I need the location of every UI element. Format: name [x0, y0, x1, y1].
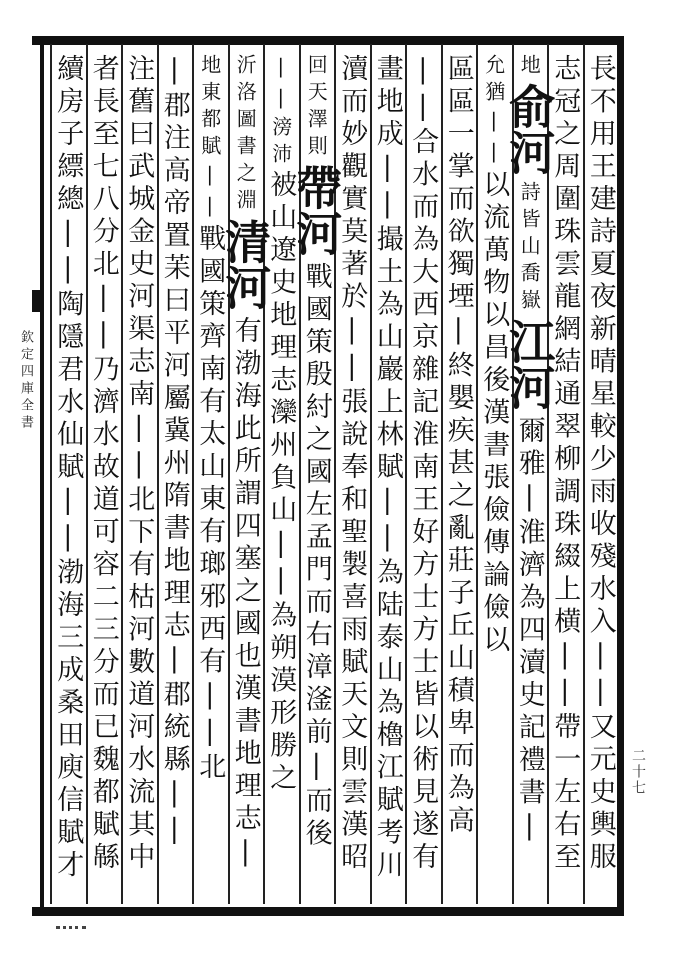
text-segment: 者長至七八分北||乃濟水故道可容二三分而已魏都賦緜: [87, 54, 119, 875]
text-column: [155, 54, 193, 850]
text-column: [191, 54, 229, 785]
text-segment: 戰國策殷紂之國左孟門而右漳滏前|而後: [300, 262, 332, 851]
text-segment: 注舊曰武城金史河渠志南||北下有枯河數道河水流其中: [123, 54, 155, 875]
text-segment: ||滂沛: [268, 54, 293, 170]
text-segment: 戰國策齊南有太山東有瑯邪西有||北: [194, 224, 226, 785]
text-segment: 詩皆山喬嶽: [517, 181, 542, 316]
entry-heading: 俞河: [502, 83, 557, 175]
text-column: [120, 54, 158, 875]
frame-left-rule: [40, 36, 44, 916]
entry-heading: 清河: [218, 218, 273, 310]
text-segment: 志冠之周圍珠雲龍網結通翠柳調珠綴上横||帶一左右至: [549, 54, 581, 875]
text-segment: 有渤海此所謂四塞之國也漢書地理志|: [229, 316, 261, 873]
text-column: [289, 54, 344, 851]
fold-marker: [32, 290, 42, 312]
bottom-tick: [56, 926, 86, 932]
text-column: [404, 54, 442, 875]
entry-heading: 帶河: [289, 164, 344, 256]
text-column: [475, 54, 513, 658]
text-segment: 區區一掌而欲獨堙|終嬰疾甚之亂莊子丘山積卑而為高: [442, 54, 474, 838]
text-segment: ||合水而為大西京雜記淮南王好方士方士皆以術見遂有: [407, 54, 439, 875]
text-segment: 瀆而妙觀實莫著於||張說奉和聖製喜雨賦天文則雲漢昭: [336, 54, 368, 875]
text-column: [502, 54, 557, 847]
text-column: [262, 54, 300, 796]
text-column: [49, 54, 87, 883]
text-column: [368, 54, 406, 883]
text-segment: 爾雅|淮濟為四瀆史記禮書|: [513, 416, 545, 847]
text-segment: 沂洛圖書之淵: [233, 54, 258, 216]
page-number: 二十七: [630, 748, 646, 796]
text-segment: |郡注高帝置苿曰平河屬冀州隋書地理志|郡統縣||: [158, 54, 190, 850]
entry-heading: 江河: [502, 318, 557, 410]
text-column: [546, 54, 584, 875]
text-column: [84, 54, 122, 875]
text-segment: 允猶||: [481, 54, 506, 170]
text-column: [581, 54, 619, 875]
text-segment: 地: [517, 54, 542, 81]
text-column: [218, 54, 273, 873]
text-segment: 回天澤則: [304, 54, 329, 162]
text-segment: 以流萬物以昌後漢書張儉傳論儉以: [478, 170, 510, 658]
text-segment: 續房子縹總||陶隱君水仙賦||渤海三成桑田庾信賦才: [52, 54, 84, 883]
text-column: [439, 54, 477, 838]
edge-label: 欽定四庫全書: [18, 330, 33, 432]
text-segment: 長不用王建詩夏夜新晴星較少雨收殘水入||又元史輿服: [584, 54, 616, 875]
text-segment: 地東都賦||: [197, 54, 222, 224]
text-segment: 畫地成||撮土為山巖上林賦||為陆泰山為櫓江賦考川: [371, 54, 403, 883]
text-segment: 被山遼史地理志灤州負山||為朔漠形勝之: [265, 170, 297, 796]
